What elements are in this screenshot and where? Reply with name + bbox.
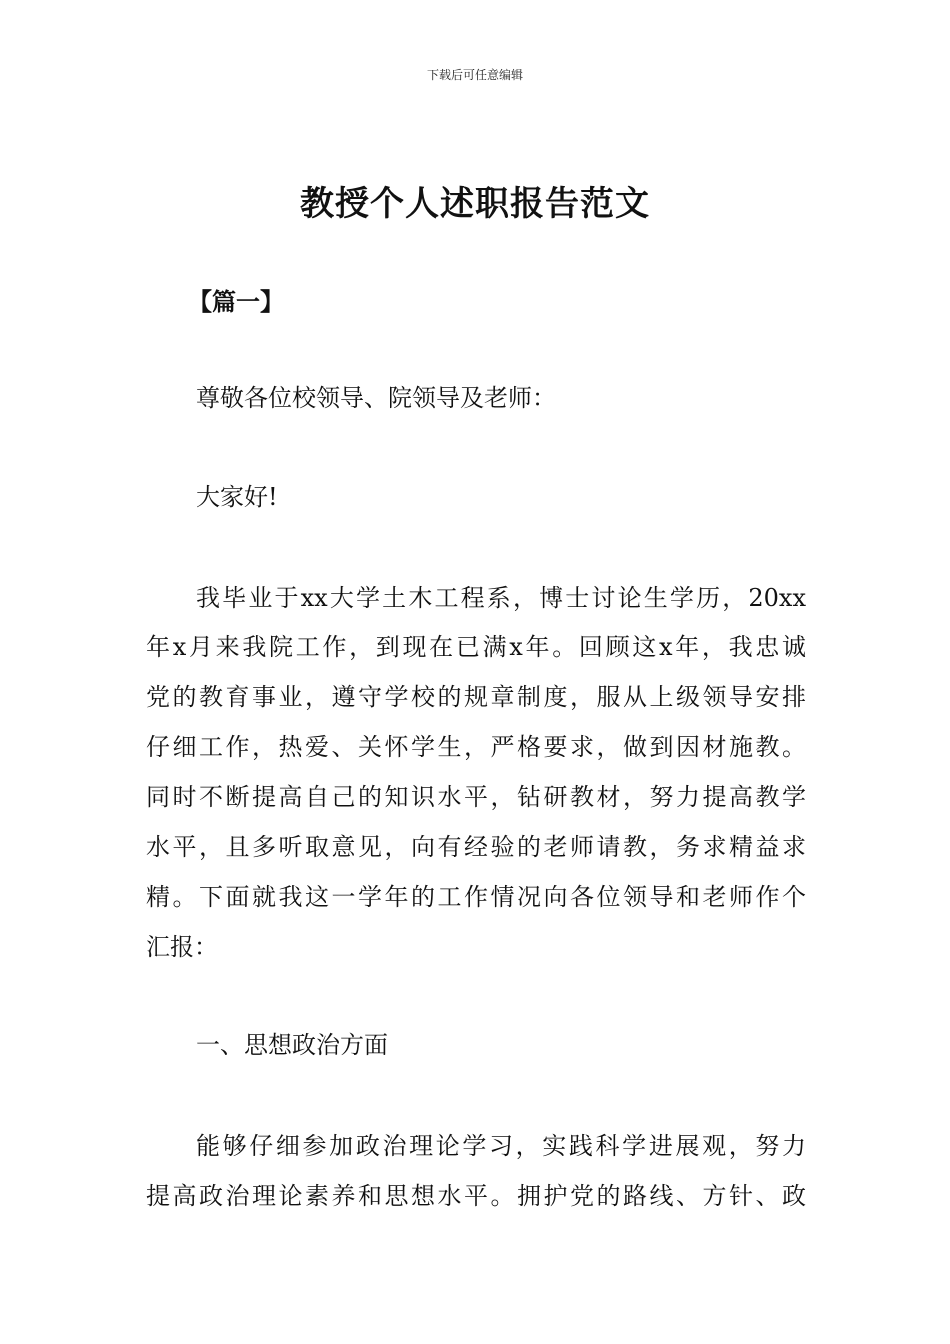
paragraph-line: 提高政治理论素养和思想水平。拥护党的路线、方针、政: [146, 1182, 806, 1210]
header-note: 下载后可任意编辑: [426, 68, 523, 82]
paragraph-line: 党的教育事业，遵守学校的规章制度，服从上级领导安排: [146, 683, 806, 711]
section-label: 【篇一】: [188, 288, 284, 316]
paragraph-line: 精。下面就我这一学年的工作情况向各位领导和老师作个: [146, 883, 806, 911]
paragraph-line: 水平，且多听取意见，向有经验的老师请教，务求精益求: [146, 833, 806, 861]
greeting: 大家好!: [196, 483, 278, 511]
paragraph-line: 同时不断提高自己的知识水平，钻研教材，努力提高教学: [146, 783, 806, 811]
paragraph-line: 能够仔细参加政治理论学习，实践科学进展观，努力: [196, 1132, 806, 1160]
document-title: 教授个人述职报告范文: [300, 184, 650, 224]
paragraph-line: 年x月来我院工作，到现在已满x年。回顾这x年，我忠诚: [146, 633, 806, 661]
paragraph-line: 汇报：: [146, 933, 218, 961]
salutation: 尊敬各位校领导、院领导及老师：: [196, 384, 556, 412]
paragraph-line: 仔细工作，热爱、关怀学生，严格要求，做到因材施教。: [146, 733, 806, 761]
paragraph-line: 我毕业于xx大学土木工程系，博士讨论生学历，20xx: [196, 584, 806, 612]
section-heading: 一、思想政治方面: [196, 1031, 388, 1059]
